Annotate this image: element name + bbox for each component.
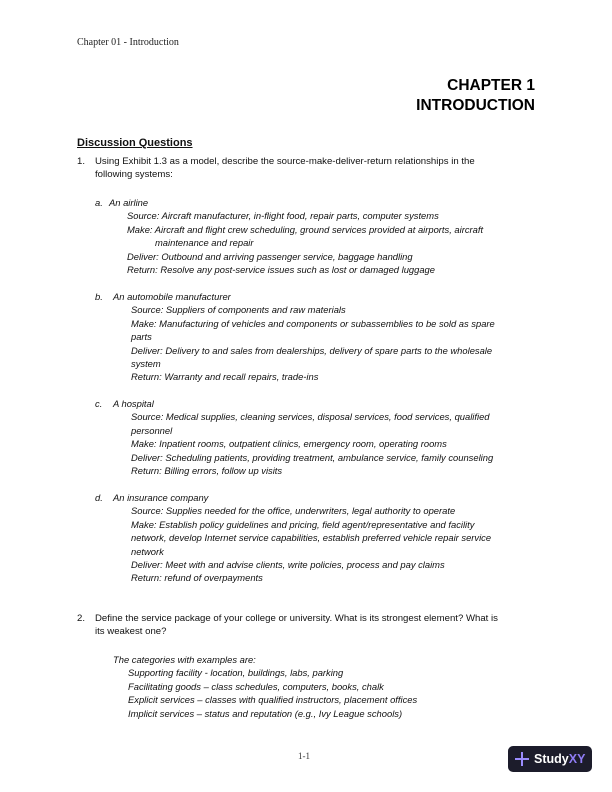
source-line-continued: personnel (131, 424, 173, 436)
question-1 (77, 155, 537, 182)
category-item: Explicit services – classes with qualified instructors, placement offices (128, 694, 418, 706)
list-item-airline (95, 196, 545, 276)
return-line: Return: refund of overpayments (131, 572, 263, 584)
plus-icon (515, 752, 529, 766)
section-heading: Discussion Questions (77, 137, 193, 149)
chapter-name: INTRODUCTION (416, 97, 535, 114)
make-line: Make: Aircraft and flight crew scheduling, ground services provided at airports, aircraft (127, 223, 484, 235)
deliver-line: Deliver: Meet with and advise clients, write policies, process and pay claims (131, 559, 445, 571)
page-number: 1-1 (298, 751, 310, 761)
brand-accent: XY (568, 752, 586, 766)
question-number: 1. (77, 156, 86, 167)
item-letter: b. (95, 291, 103, 302)
list-item-hospital (95, 397, 545, 477)
item-letter: d. (95, 492, 103, 503)
make-line: Make: Manufacturing of vehicles and components or subassemblies to be sold as spare (131, 317, 495, 329)
make-line: Make: Inpatient rooms, outpatient clinics, emergency room, operating rooms (131, 438, 447, 450)
list-item-insurance-company (95, 491, 545, 585)
deliver-line: Deliver: Delivery to and sales from dealerships, delivery of spare parts to the wholesale (131, 344, 493, 356)
question-text-line: following systems: (95, 169, 173, 181)
make-line-continued: maintenance and repair (155, 237, 254, 249)
make-line-continued: network (131, 545, 164, 557)
make-line-continued: network, develop Internet service capabilities, establish preferred vehicle repair service (131, 532, 492, 544)
make-line-continued: parts (131, 331, 152, 343)
list-item-automobile-manufacturer (95, 290, 545, 384)
deliver-line: Deliver: Outbound and arriving passenger service, baggage handling (127, 250, 413, 262)
studyxy-badge[interactable] (508, 746, 592, 772)
question-text-line: Using Exhibit 1.3 as a model, describe the source-make-deliver-return relationships in the (95, 156, 475, 167)
answer-intro: The categories with examples are: (113, 654, 256, 665)
chapter-title (416, 76, 535, 116)
brand-main: Study (534, 752, 569, 766)
category-item: Implicit services – status and reputation (e.g., Ivy League schools) (128, 707, 403, 719)
category-item: Facilitating goods – class schedules, computers, books, chalk (128, 680, 384, 692)
item-title: An airline (109, 197, 149, 208)
question-number: 2. (77, 613, 86, 624)
brand-logo (534, 752, 585, 766)
source-line: Source: Supplies needed for the office, underwriters, legal authority to operate (131, 505, 456, 517)
category-item: Supporting facility - location, buildings, labs, parking (128, 667, 344, 679)
question-text-line: Define the service package of your college or university. What is its strongest element? What is (95, 613, 498, 624)
return-line: Return: Resolve any post-service issues such as lost or damaged luggage (127, 264, 435, 276)
source-line: Source: Medical supplies, cleaning services, disposal services, food services, qualified (131, 411, 490, 423)
item-title: An insurance company (113, 492, 209, 503)
question-2 (77, 612, 537, 639)
item-title: A hospital (113, 398, 154, 409)
source-line: Source: Suppliers of components and raw materials (131, 304, 346, 316)
item-letter: c. (95, 398, 103, 409)
return-line: Return: Billing errors, follow up visits (131, 465, 283, 477)
deliver-line: Deliver: Scheduling patients, providing treatment, ambulance service, family counseling (131, 451, 494, 463)
item-title: An automobile manufacturer (113, 291, 231, 302)
source-line: Source: Aircraft manufacturer, in-flight food, repair parts, computer systems (127, 210, 439, 222)
chapter-number: CHAPTER 1 (447, 77, 535, 94)
return-line: Return: Warranty and recall repairs, trade-ins (131, 371, 319, 383)
deliver-line-continued: system (131, 358, 161, 370)
question-text-line: its weakest one? (95, 626, 167, 638)
running-header: Chapter 01 - Introduction (77, 37, 179, 48)
item-letter: a. (95, 197, 103, 208)
answer-block (113, 653, 533, 720)
make-line: Make: Establish policy guidelines and pricing, field agent/representative and facility (131, 518, 475, 530)
